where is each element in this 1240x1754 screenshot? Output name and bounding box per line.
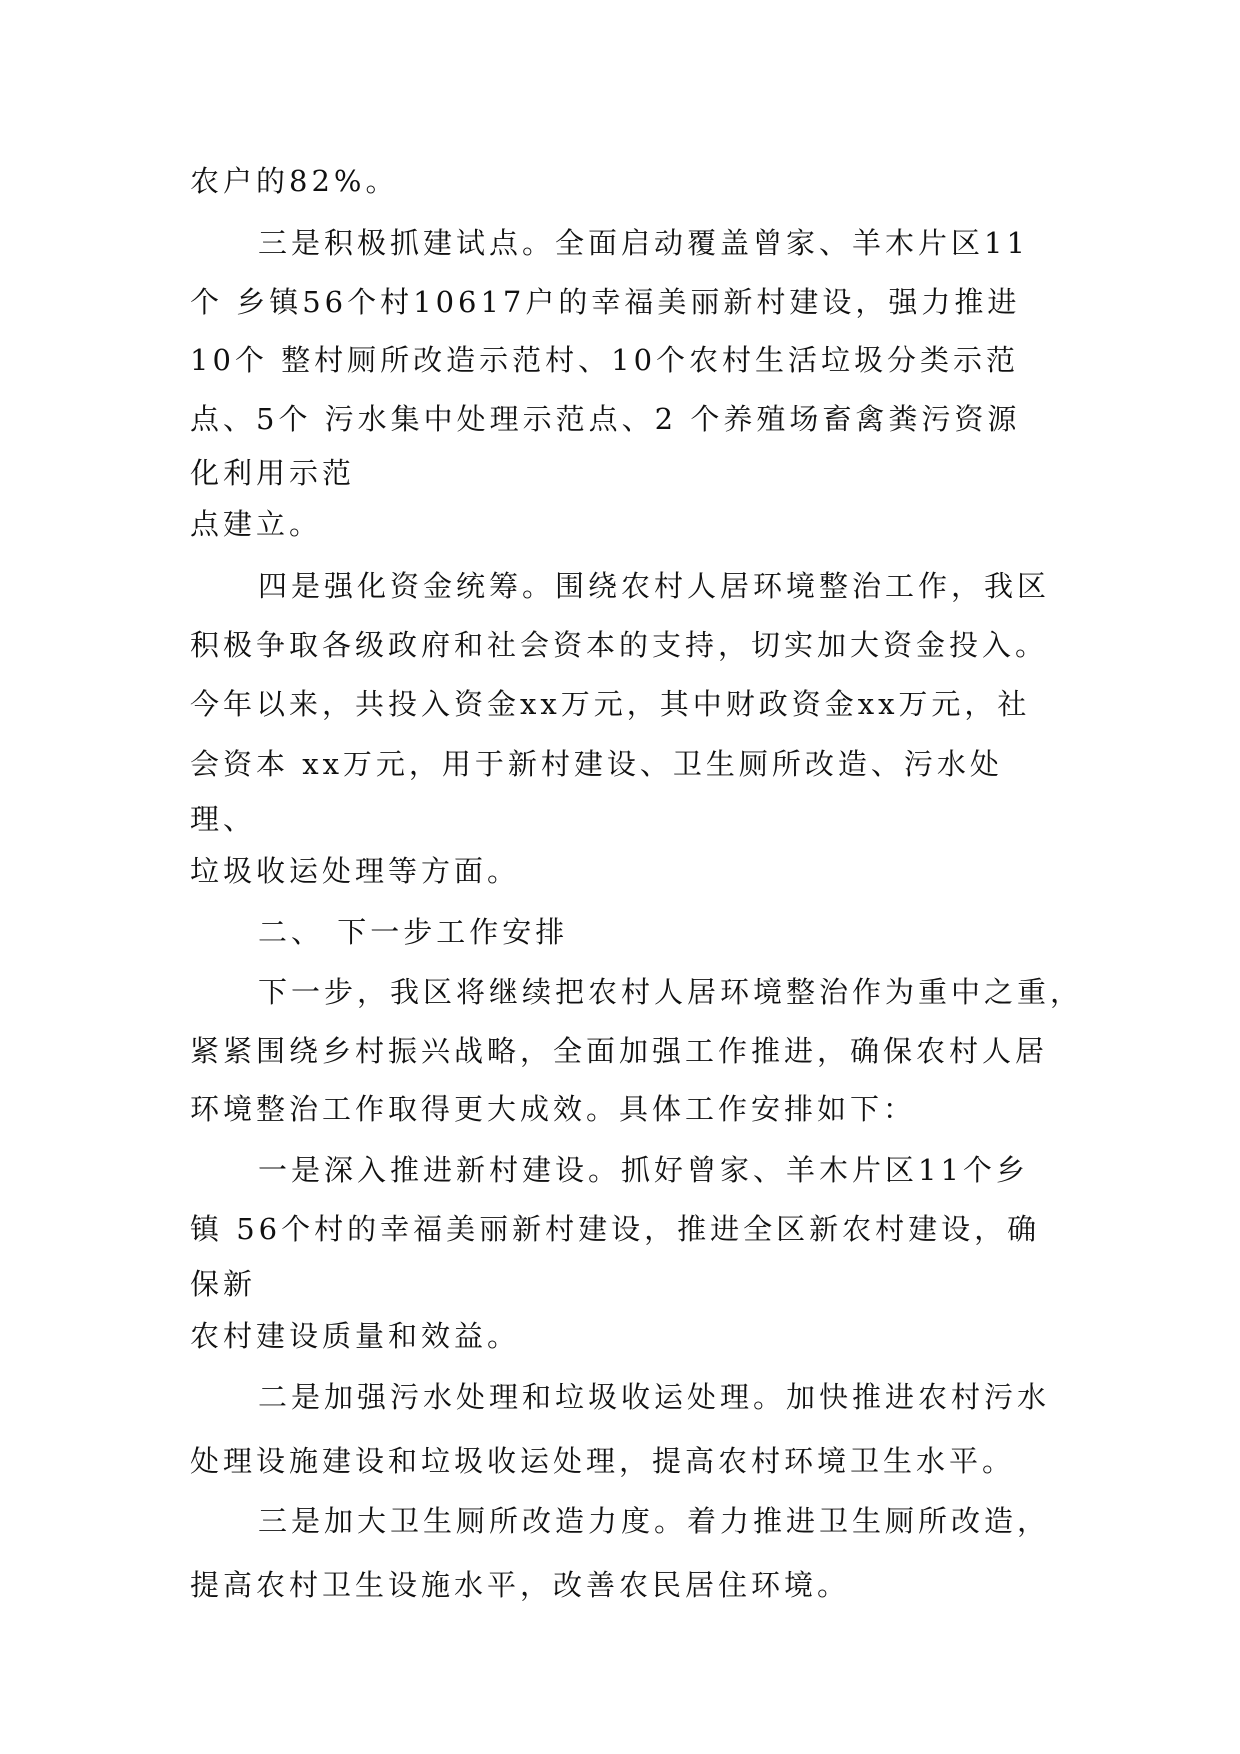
paragraph-start-line: 下一步，我区将继续把农村人居环境整治作为重中之重， xyxy=(258,975,1084,1009)
paragraph-start-line: 一是深入推进新村建设。抓好曾家、羊木片区11个乡 xyxy=(258,1153,1029,1187)
text-line: 提高农村卫生设施水平，改善农民居住环境。 xyxy=(190,1568,851,1602)
text-line: 点、5个 污水集中处理示范点、2 个养殖场畜禽粪污资源 xyxy=(190,402,1021,436)
paragraph-start-line: 三是加大卫生厕所改造力度。着力推进卫生厕所改造， xyxy=(258,1504,1051,1538)
text-line: 农户的82%。 xyxy=(190,164,399,198)
text-line: 农村建设质量和效益。 xyxy=(190,1319,521,1353)
text-line: 理、 xyxy=(190,802,257,836)
text-line: 垃圾收运处理等方面。 xyxy=(190,854,521,888)
text-line: 环境整治工作取得更大成效。具体工作安排如下： xyxy=(190,1092,917,1126)
text-line: 紧紧围绕乡村振兴战略，全面加强工作推进，确保农村人居 xyxy=(190,1034,1049,1068)
text-line: 会资本 xx万元，用于新村建设、卫生厕所改造、污水处 xyxy=(190,747,1003,781)
text-line: 10个 整村厕所改造示范村、10个农村生活垃圾分类示范 xyxy=(190,343,1020,377)
text-line: 镇 56个村的幸福美丽新村建设，推进全区新农村建设，确 xyxy=(190,1212,1041,1246)
text-line: 处理设施建设和垃圾收运处理，提高农村环境卫生水平。 xyxy=(190,1444,1016,1478)
text-line: 个 乡镇56个村10617户的幸福美丽新村建设，强力推进 xyxy=(190,285,1021,319)
text-line: 积极争取各级政府和社会资本的支持，切实加大资金投入。 xyxy=(190,628,1049,662)
text-line: 化利用示范 xyxy=(190,456,356,490)
section-heading: 二、 下一步工作安排 xyxy=(258,915,569,949)
paragraph-start-line: 四是强化资金统筹。围绕农村人居环境整治工作，我区 xyxy=(258,569,1051,603)
text-line: 今年以来，共投入资金xx万元，其中财政资金xx万元，社 xyxy=(190,687,1031,721)
text-line: 保新 xyxy=(190,1267,257,1301)
paragraph-start-line: 三是积极抓建试点。全面启动覆盖曾家、羊木片区11 xyxy=(258,226,1029,260)
paragraph-start-line: 二是加强污水处理和垃圾收运处理。加快推进农村污水 xyxy=(258,1380,1051,1414)
text-line: 点建立。 xyxy=(190,507,323,541)
